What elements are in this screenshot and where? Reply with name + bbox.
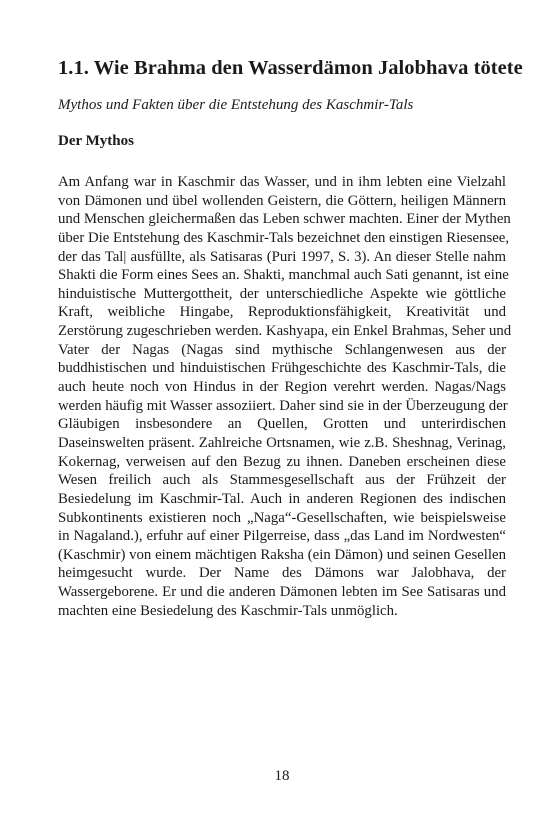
text-line: buddhistischen und hinduistischen Frühgeschichte des Kaschmir-Tals, die bbox=[58, 360, 506, 377]
body-paragraph bbox=[58, 173, 512, 620]
text-line: über Die Entstehung des Kaschmir-Tals bezeichnet den einstigen Riesensee, bbox=[58, 229, 510, 246]
text-line: (Kaschmir) von einem mächtigen Raksha (ein Dämon) und seinen Gesellen bbox=[58, 546, 506, 563]
text-line: hinduistische Muttergottheit, der unterschiedliche Aspekte wie göttliche bbox=[58, 285, 506, 302]
text-line: der das Tal| ausfüllte, als Satisaras (Puri 1997, S. 3). An dieser Stelle nahm bbox=[58, 248, 506, 265]
text-line: Vater der Nagas (Nagas sind mythische Schlangenwesen aus der bbox=[58, 341, 506, 358]
text-line: Subkontinents existieren noch „Naga“-Gesellschaften, wie beispielsweise bbox=[58, 509, 506, 526]
text-line: und Menschen gleichermaßen das Leben schwer machten. Einer der Mythen bbox=[58, 211, 511, 228]
text-line: in Nagaland.), erfuhr auf einer Pilgerreise, dass „das Land im Nordwesten“ bbox=[58, 528, 506, 545]
text-line: werden häufig mit Wasser assoziiert. Daher sind sie in der Überzeugung der bbox=[58, 397, 508, 414]
text-line: Daseinswelten präsent. Zahlreiche Ortsnamen, wie z.B. Sheshnag, Verinag, bbox=[58, 434, 506, 451]
text-line: machten eine Besiedelung des Kaschmir-Tals unmöglich. bbox=[58, 602, 398, 619]
text-line: auch heute noch von Hindus in der Region verehrt werden. Nagas/Nags bbox=[58, 379, 506, 396]
text-line: Kokernag, verweisen auf den Bezug zu ihnen. Daneben erscheinen diese bbox=[58, 453, 506, 470]
page-number: 18 bbox=[274, 768, 290, 784]
text-line: Kraft, weibliche Hingabe, Reproduktionsfähigkeit, Kreativität und bbox=[58, 304, 506, 321]
text-line: von Dämonen und übel wollenden Geistern, die Göttern, heiligen Männern bbox=[58, 192, 506, 209]
text-line: Am Anfang war in Kaschmir das Wasser, und in ihm lebten eine Vielzahl bbox=[58, 174, 506, 190]
text-line: Gläubigen insbesondere an Quellen, Grotten und unterirdischen bbox=[58, 416, 506, 433]
text-line: Wesen freilich auch als Stammesgesellschaft aus der Frühzeit der bbox=[58, 472, 506, 489]
text-line: Wassergeborene. Er und die anderen Dämonen lebten im See Satisaras und bbox=[58, 584, 506, 601]
section-heading: Der Mythos bbox=[58, 133, 134, 149]
text-line: Zerstörung zugeschrieben werden. Kashyapa, ein Enkel Brahmas, Seher und bbox=[58, 323, 512, 340]
chapter-title: 1.1. Wie Brahma den Wasserdämon Jalobhava tötete bbox=[58, 57, 523, 79]
text-line: heimgesucht wurde. Der Name des Dämons war Jalobhava, der bbox=[58, 565, 506, 582]
text-line: Shakti die Form eines Sees an. Shakti, manchmal auch Sati genannt, ist eine bbox=[58, 267, 509, 284]
text-line: Besiedelung im Kaschmir-Tal. Auch in anderen Regionen des indischen bbox=[58, 490, 506, 507]
chapter-subtitle: Mythos und Fakten über die Entstehung des Kaschmir-Tals bbox=[58, 97, 414, 113]
